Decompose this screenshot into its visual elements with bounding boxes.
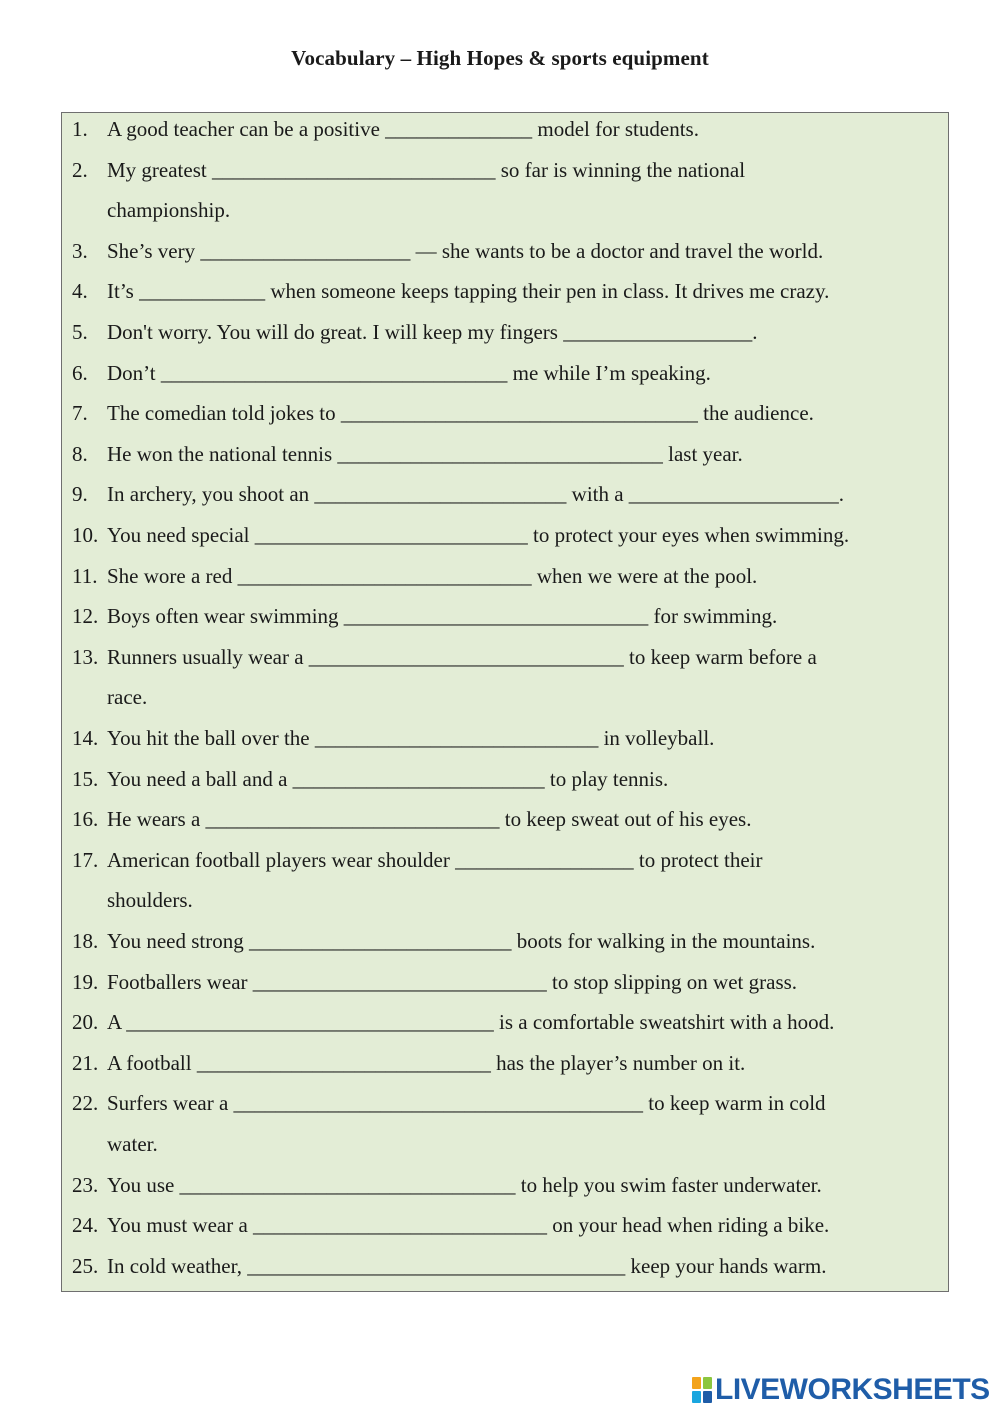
- item-number: 23.: [72, 1172, 99, 1197]
- item-number: 9.: [72, 482, 88, 507]
- item-text: You need special __________________________ to protect your eyes when swimming.: [107, 523, 850, 547]
- item-text: The comedian told jokes to __________________________________ the audience.: [107, 401, 814, 426]
- worksheet-title: Vocabulary – High Hopes & sports equipment: [291, 46, 709, 70]
- logo-text: LIVEWORKSHEETS: [715, 1373, 990, 1406]
- item-text: You hit the ball over the ___________________________ in volleyball.: [107, 726, 715, 750]
- item-number: 17.: [72, 847, 99, 872]
- item-text: Surfers wear a _______________________________________ to keep warm in cold: [107, 1091, 826, 1116]
- item-text: A good teacher can be a positive ______________ model for students.: [107, 117, 699, 141]
- item-text: A football ____________________________ has the player’s number on it.: [107, 1050, 746, 1075]
- item-text: You need a ball and a ________________________ to play tennis.: [107, 766, 669, 791]
- item-number: 22.: [72, 1091, 99, 1116]
- item-text: Runners usually wear a ______________________________ to keep warm before a: [107, 644, 817, 669]
- item-text: He wears a ____________________________ to keep sweat out of his eyes.: [107, 807, 752, 832]
- item-number: 15.: [72, 766, 99, 791]
- item-number: 11.: [72, 563, 98, 588]
- item-text: You use ________________________________ to help you swim faster underwater.: [107, 1172, 822, 1197]
- item-number: 6.: [72, 360, 88, 385]
- liveworksheets-logo-icon: [692, 1377, 712, 1403]
- item-text: In cold weather, ____________________________________ keep your hands warm.: [107, 1253, 827, 1278]
- item-text: She’s very ____________________ — she wants to be a doctor and travel the world.: [107, 238, 824, 263]
- item-number: 13.: [72, 644, 99, 669]
- liveworksheets-logo[interactable]: [692, 1372, 990, 1408]
- item-number: 19.: [72, 969, 99, 994]
- item-text: American football players wear shoulder _________________ to protect their: [107, 847, 763, 872]
- item-text: A ___________________________________ is a comfortable sweatshirt with a hood.: [107, 1010, 835, 1035]
- item-text: shoulders.: [107, 888, 193, 913]
- item-text: In archery, you shoot an ________________________ with a ____________________.: [107, 482, 845, 507]
- item-text: My greatest ___________________________ so far is winning the national: [107, 157, 746, 182]
- item-number: 10.: [72, 523, 99, 547]
- item-number: 4.: [72, 279, 88, 304]
- exercise-box: [61, 112, 949, 1292]
- item-text: She wore a red ____________________________ when we were at the pool.: [107, 563, 758, 588]
- item-number: 21.: [72, 1050, 99, 1075]
- item-number: 24.: [72, 1213, 99, 1238]
- item-number: 16.: [72, 807, 99, 832]
- item-text: championship.: [107, 198, 231, 223]
- item-number: 2.: [72, 157, 88, 182]
- item-text: It’s ____________ when someone keeps tapping their pen in class. It drives me crazy.: [107, 279, 830, 304]
- item-number: 20.: [72, 1010, 99, 1035]
- item-text: Don't worry. You will do great. I will keep my fingers __________________.: [107, 320, 758, 344]
- item-number: 18.: [72, 929, 99, 953]
- item-number: 3.: [72, 238, 88, 263]
- item-number: 12.: [72, 604, 99, 629]
- item-number: 25.: [72, 1253, 99, 1278]
- item-text: You need strong _________________________ boots for walking in the mountains.: [107, 929, 816, 953]
- item-text: Boys often wear swimming _____________________________ for swimming.: [107, 604, 778, 629]
- item-text: Don’t _________________________________ me while I’m speaking.: [107, 360, 711, 385]
- item-text: water.: [107, 1132, 158, 1156]
- item-text: Footballers wear ____________________________ to stop slipping on wet grass.: [107, 969, 798, 994]
- item-text: You must wear a ____________________________ on your head when riding a bike.: [107, 1213, 830, 1238]
- item-number: 5.: [72, 320, 88, 344]
- item-number: 1.: [72, 117, 88, 141]
- item-text: race.: [107, 685, 148, 710]
- item-number: 7.: [72, 401, 88, 426]
- item-number: 14.: [72, 726, 99, 750]
- item-text: He won the national tennis _______________________________ last year.: [107, 441, 743, 466]
- item-number: 8.: [72, 441, 88, 466]
